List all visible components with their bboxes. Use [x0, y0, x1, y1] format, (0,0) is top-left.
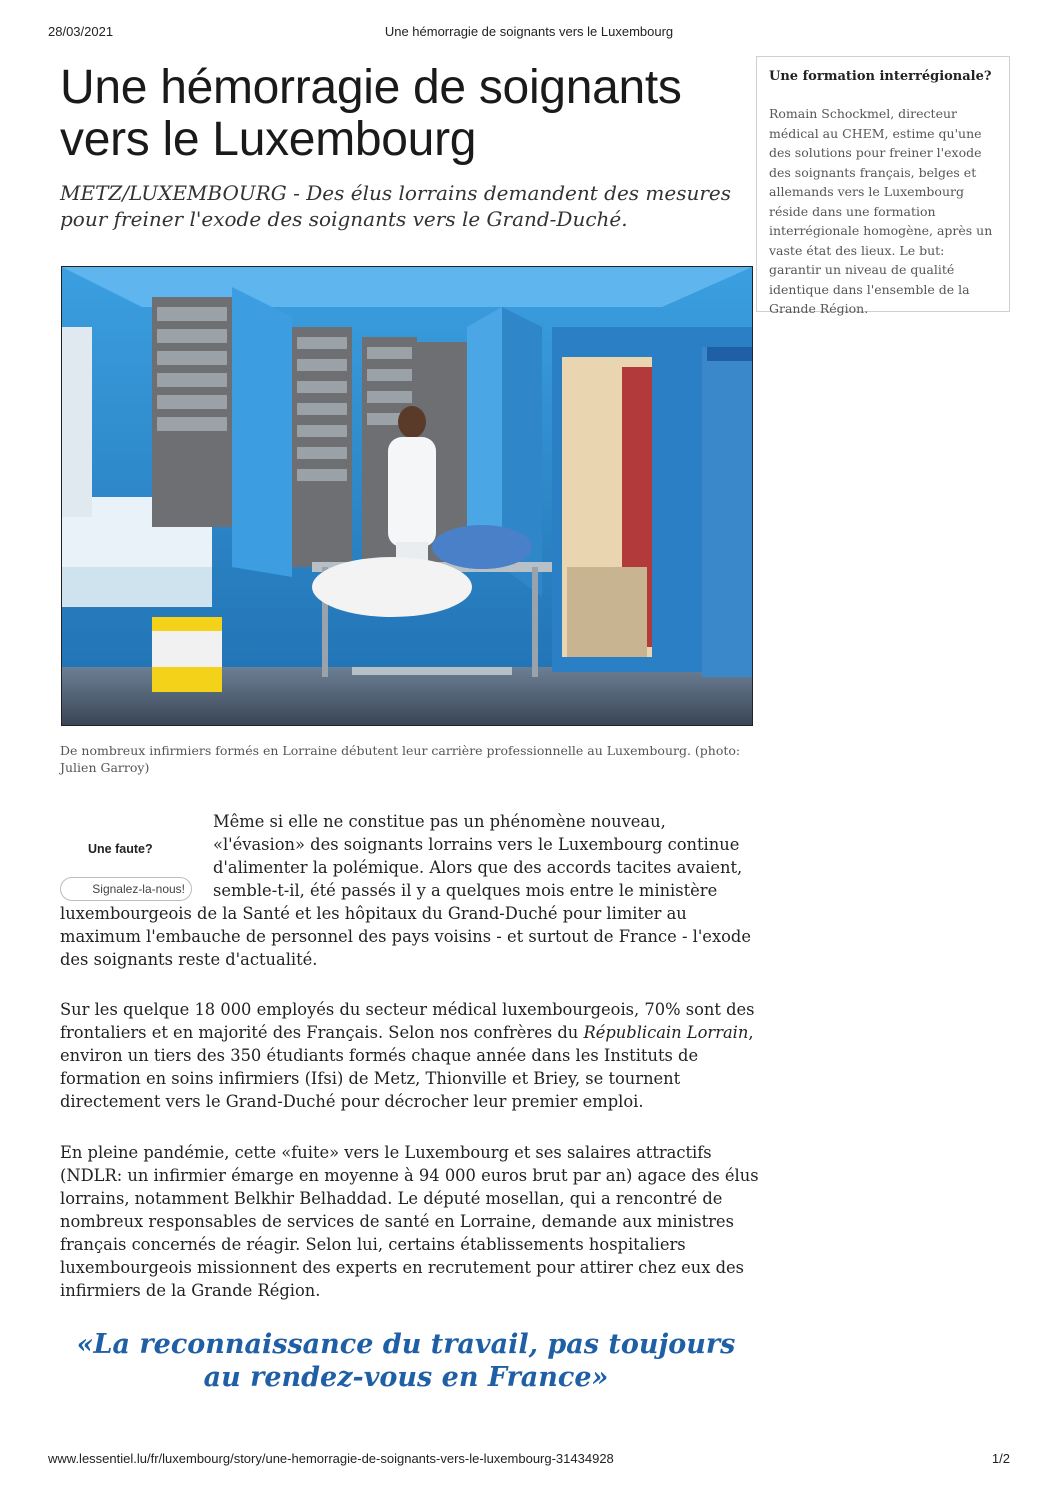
- para2-part-b: , environ un tiers des 350 étudiants formés chaque année dans les Instituts de formation en soins infirmiers (Ifsi) de Metz, Thionville et Briey, se tournent directement vers le Grand-Duché pour décrocher leur premier emploi.: [60, 1023, 754, 1111]
- print-header: [48, 24, 1010, 44]
- article-paragraph-3: En pleine pandémie, cette «fuite» vers le Luxembourg et ses salaires attractifs (NDLR: un infirmier émarge en moyenne à 94 000 euros brut par an) agace des élus lorrains, notamment Belkhir Belhaddad. Le député mosellan, qui a rencontré de nombreux responsables de services de santé en Lorraine, demande aux ministres français concernés de réagir. Selon lui, certains établissements hospitaliers luxembourgeois missionnent des experts en recrutement pour attirer chez eux des infirmiers de la Grande Région.: [60, 1143, 759, 1300]
- print-footer: [48, 1451, 1010, 1469]
- report-error-button[interactable]: Signalez-la-nous!: [60, 877, 192, 901]
- print-date: 28/03/2021: [48, 24, 114, 39]
- article-paragraph-2: [60, 998, 760, 1113]
- para1-line-2: «l'évasion» des soignants lorrains vers le Luxembourg continue: [213, 835, 740, 854]
- sidebar-title: Une formation interrégionale?: [769, 69, 992, 84]
- photo-caption: De nombreux infirmiers formés en Lorraine débutent leur carrière professionnelle au Luxembourg. (photo: Julien Garroy): [60, 743, 741, 775]
- para1-line-1: Même si elle ne constitue pas un phénomène nouveau,: [213, 812, 666, 831]
- print-url[interactable]: www.lessentiel.lu/fr/luxembourg/story/une-hemorragie-de-soignants-vers-le-luxembourg-31434928: [48, 1451, 614, 1466]
- article-paragraph-1: [60, 810, 760, 971]
- para1-line-3: d'alimenter la polémique. Alors que des accords tacites avaient,: [213, 858, 743, 877]
- article-lead: METZ/LUXEMBOURG - Des élus lorrains demandent des mesures pour freiner l'exode des soignants vers le Grand-Duché.: [60, 181, 732, 231]
- para2-part-a: Sur les quelque 18 000 employés du secteur médical luxembourgeois, 70% sont des frontaliers et en majorité des Français. Selon nos confrères du: [60, 1000, 755, 1042]
- print-title: Une hémorragie de soignants vers le Luxembourg: [384, 24, 674, 39]
- para2-emphasis: Républicain Lorrain: [583, 1023, 749, 1042]
- sidebar-text: Romain Schockmel, directeur médical au CHEM, estime qu'une des solutions pour freiner l'exode des soignants français, belges et allemands vers le Luxembourg réside dans une formation interrégionale homogène, après un vaste état des lieux. Le but: garantir un niveau de qualité identique dans l'ensemble de la Grande Région.: [769, 106, 993, 316]
- para1-line-4: semble-t-il, été passés il y a quelques mois entre le ministère: [213, 881, 718, 900]
- article-headline: Une hémorragie de soignants vers le Luxembourg: [60, 61, 682, 166]
- sidebar-box: [756, 56, 1010, 316]
- page-number: 1/2: [991, 1451, 1010, 1466]
- para1-rest: luxembourgeois de la Santé et les hôpitaux du Grand-Duché pour limiter au maximum l'embauche de personnel des pays voisins - et surtout de France - l'exode des soignants reste d'actualité.: [60, 904, 751, 969]
- report-error-label: Une faute?: [88, 842, 153, 856]
- article-pullquote: «La reconnaissance du travail, pas toujours au rendez-vous en France»: [76, 1329, 736, 1393]
- article-photo: [61, 266, 753, 726]
